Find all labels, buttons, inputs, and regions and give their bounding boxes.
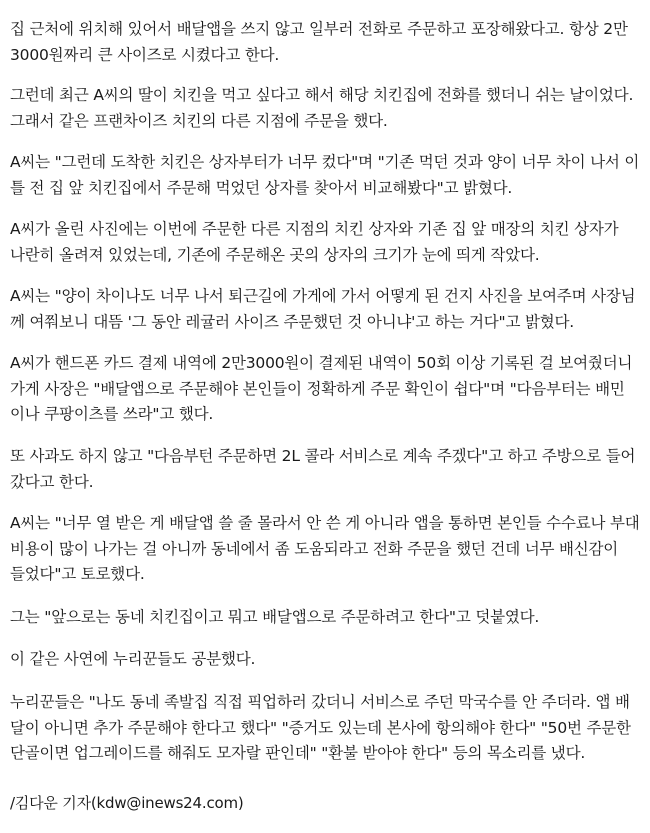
paragraph-line: 달이 아니면 추가 주문해야 한다고 했다" "증거도 있는데 본사에 항의해야 한다" "50번 주문한 bbox=[10, 718, 631, 737]
paragraph-line: 집 근처에 위치해 있어서 배달앱을 쓰지 않고 일부러 전화로 주문하고 포장해왔다고. 항상 2만 bbox=[10, 20, 628, 38]
paragraph-line: A씨는 "너무 열 받은 게 배달앱 쓸 줄 몰라서 안 쓴 게 아니라 앱을 통하면 본인들 수수료나 부대 bbox=[10, 514, 640, 532]
article-paragraph bbox=[10, 444, 642, 495]
article-byline bbox=[10, 791, 642, 817]
paragraph-line: 틀 전 집 앞 치킨집에서 주문해 먹었던 상자를 찾아서 비교해봤다"고 밝혔다. bbox=[10, 178, 513, 197]
article-paragraph bbox=[10, 511, 642, 588]
paragraph-line: 그는 "앞으로는 동네 치킨집이고 뭐고 배달앱으로 주문하려고 한다"고 덧붙였다. bbox=[10, 608, 540, 626]
paragraph-line: 가게 사장은 "배달앱으로 주문해야 본인들이 정확하게 주문 확인이 쉽다"며 "다음부터는 배민 bbox=[10, 379, 625, 398]
article-paragraph bbox=[10, 284, 642, 335]
article-paragraph bbox=[10, 83, 642, 134]
paragraph-line: A씨가 핸드폰 카드 결제 내역에 2만3000원이 결제된 내역이 50회 이상 기록된 걸 보여줬더니 bbox=[10, 354, 633, 372]
paragraph-line: 그래서 같은 프랜차이즈 치킨의 다른 지점에 주문을 했다. bbox=[10, 111, 388, 130]
paragraph-line: 또 사과도 하지 않고 "다음부턴 주문하면 2L 콜라 서비스로 계속 주겠다"고 하고 주방으로 들어 bbox=[10, 447, 636, 465]
article-paragraph bbox=[10, 17, 642, 68]
paragraph-line: 3000원짜리 큰 사이즈로 시켰다고 한다. bbox=[10, 45, 280, 64]
article-paragraph bbox=[10, 605, 642, 631]
paragraph-line: 비용이 많이 나가는 걸 아니까 동네에서 좀 도움되라고 전화 주문을 했던 건데 너무 배신감이 bbox=[10, 539, 619, 558]
paragraph-line: A씨가 올린 사진에는 이번에 주문한 다른 지점의 치킨 상자와 기존 집 앞 매장의 치킨 상자가 bbox=[10, 220, 619, 238]
paragraph-line: 갔다고 한다. bbox=[10, 472, 94, 491]
paragraph-line: A씨는 "양이 차이나도 너무 나서 퇴근길에 가게에 가서 어떻게 된 건지 사진을 보여주며 사장님 bbox=[10, 287, 636, 305]
article-paragraph bbox=[10, 217, 642, 268]
paragraph-line: 께 여쭤보니 대뜸 '그 동안 레귤러 사이즈 주문했던 것 아니냐'고 하는 거다"고 밝혔다. bbox=[10, 312, 575, 331]
paragraph-line: 그런데 최근 A씨의 딸이 치킨을 먹고 싶다고 해서 해당 치킨집에 전화를 했더니 쉬는 날이었다. bbox=[10, 86, 634, 104]
byline-text: /김다운 기자(kdw@inews24.com) bbox=[10, 794, 244, 812]
paragraph-line: A씨는 "그런데 도착한 치킨은 상자부터가 너무 컸다"며 "기존 먹던 것과 양이 너무 차이 나서 이 bbox=[10, 153, 640, 171]
article-paragraph bbox=[10, 150, 642, 201]
article-paragraph bbox=[10, 690, 642, 767]
paragraph-line: 이나 쿠팡이츠를 쓰라"고 했다. bbox=[10, 405, 214, 423]
paragraph-line: 이 같은 사연에 누리꾼들도 공분했다. bbox=[10, 650, 256, 668]
article-paragraph bbox=[10, 351, 642, 428]
paragraph-line: 나란히 올려져 있었는데, 기존에 주문해온 곳의 상자의 크기가 눈에 띄게 작았다. bbox=[10, 245, 540, 264]
paragraph-line: 들었다"고 토로했다. bbox=[10, 565, 145, 583]
paragraph-line: 누리꾼들은 "나도 동네 족발집 직접 픽업하러 갔더니 서비스로 주던 막국수를 안 주더라. 앱 배 bbox=[10, 693, 630, 711]
paragraph-line: 단골이면 업그레이드를 해줘도 모자랄 판인데" "환불 받아야 한다" 등의 목소리를 냈다. bbox=[10, 744, 586, 762]
article-paragraph bbox=[10, 647, 642, 673]
